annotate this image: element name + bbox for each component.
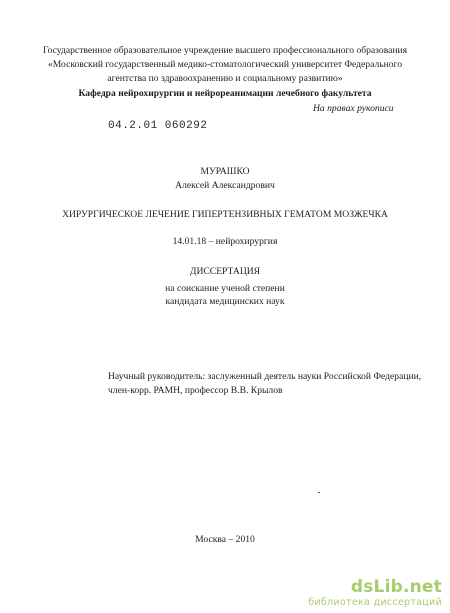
manuscript-rights: На правах рукописи	[313, 103, 394, 114]
watermark-logo	[308, 576, 442, 597]
degree-line-2: кандидата медицинских наук	[165, 296, 285, 307]
institution-line-3: агентства по здравоохранению и социальному развитию»	[107, 73, 343, 84]
supervisor-line-2: член-корр. РАМН, профессор В.В. Крылов	[108, 385, 283, 396]
registration-stamp: 04.2.01 060292	[108, 120, 208, 132]
watermark	[308, 576, 442, 608]
department-line: Кафедра нейрохирургии и нейрореанимации лечебного факультета	[78, 88, 372, 99]
city-year: Москва – 2010	[195, 534, 255, 545]
author-surname: МУРАШКО	[200, 166, 250, 177]
watermark-logo-main: dsLib	[350, 576, 403, 597]
scan-speck	[318, 492, 320, 493]
watermark-subtitle: библиотека диссертаций	[308, 596, 442, 608]
author-name: Алексей Александрович	[175, 180, 275, 191]
dissertation-title: ХИРУРГИЧЕСКОЕ ЛЕЧЕНИЕ ГИПЕРТЕНЗИВНЫХ ГЕМАТОМ МОЗЖЕЧКА	[62, 209, 388, 220]
supervisor-line-1: Научный руководитель: заслуженный деятель науки Российской Федерации,	[108, 371, 422, 382]
watermark-logo-suffix: .net	[402, 576, 442, 597]
degree-line-1: на соискание ученой степени	[165, 283, 285, 294]
institution-line-2: «Московский государственный медико-стоматологический университет Федерального	[47, 59, 403, 70]
institution-line-1: Государственное образовательное учреждение высшего профессионального образования	[42, 45, 408, 56]
document-type: ДИССЕРТАЦИЯ	[189, 266, 261, 277]
specialty-code: 14.01.18 – нейрохирургия	[172, 236, 278, 247]
